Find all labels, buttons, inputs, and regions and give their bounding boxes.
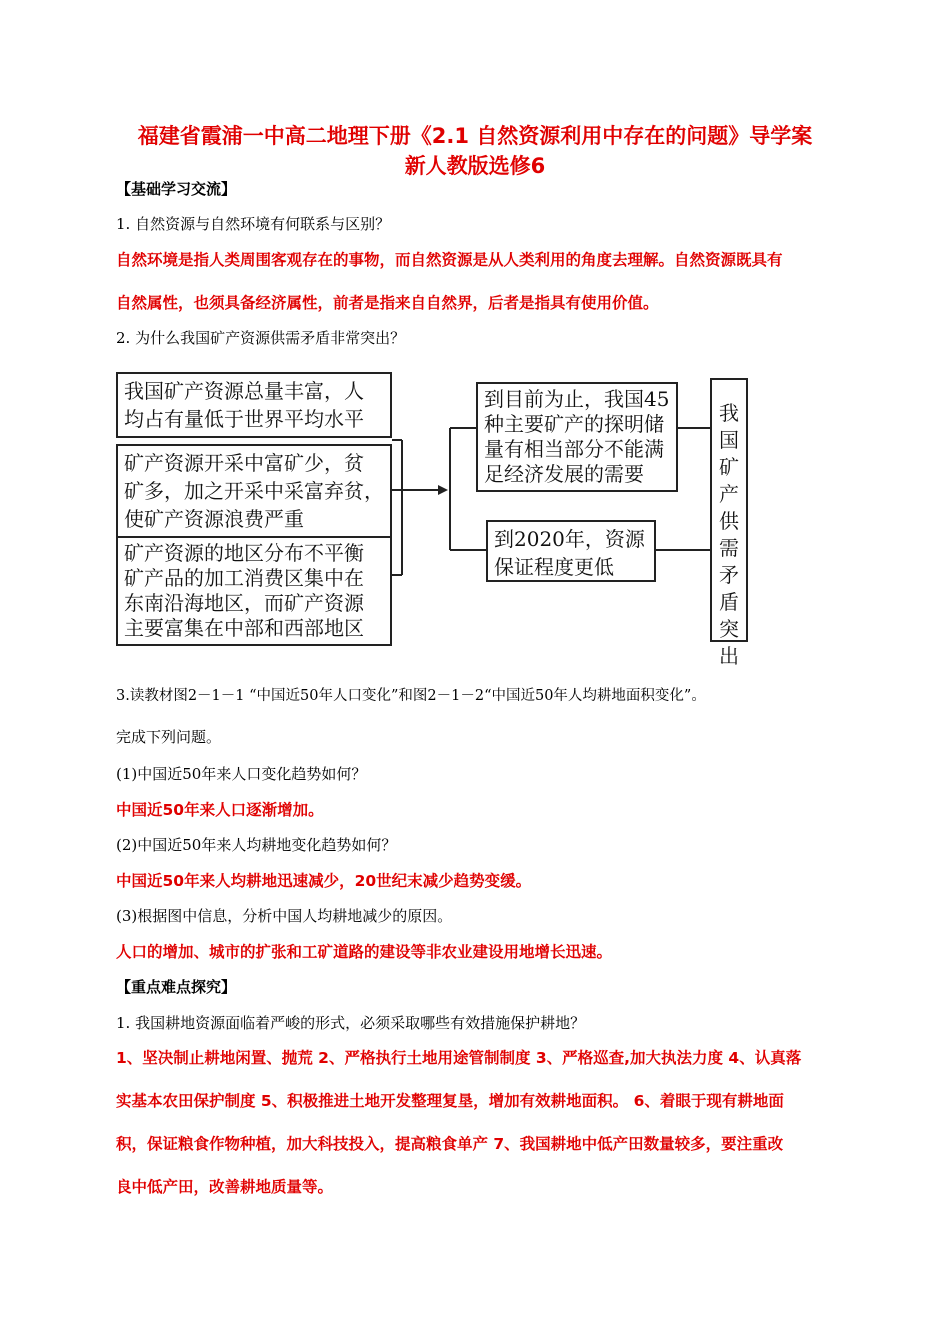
box3-line1: 矿产资源的地区分布不平衡: [124, 541, 364, 565]
box2-line2: 矿多，加之开采中采富弃贫，: [124, 479, 384, 503]
box-current-shortage: [476, 382, 678, 492]
question-3-intro-line2: 完成下列问题。: [116, 728, 222, 746]
box-2020-outlook: [486, 520, 656, 582]
box5-line1: 到2020年，资源: [494, 527, 645, 551]
document-title-line1: 福建省霞浦一中高二地理下册《2.1 自然资源利用中存在的问题》导学案: [137, 124, 813, 148]
key-question-1: 1. 我国耕地资源面临着严峻的形式，必须采取哪些有效措施保护耕地？: [116, 1014, 586, 1032]
box3-line4: 主要富集在中部和西部地区: [124, 616, 364, 640]
box4-line3: 量有相当部分不能满: [484, 437, 664, 461]
box4-line4: 足经济发展的需要: [484, 462, 644, 486]
key-answer-line1: 1、坚决制止耕地闲置、抛荒 2、严格执行土地用途管制制度 3、严格巡查,加大执法力度 4、认真落: [116, 1049, 802, 1067]
section-basic-heading: 【基础学习交流】: [116, 180, 237, 198]
key-answer-line3: 积，保证粮食作物种植，加大科技投入，提高粮食单产 7、我国耕地中低产田数量较多，要注重改: [116, 1135, 784, 1153]
box-uneven-distribution: [116, 536, 392, 646]
conclusion-char: 矛: [719, 563, 739, 587]
box5-line2: 保证程度更低: [494, 555, 614, 579]
conclusion-char: 供: [719, 509, 739, 533]
arrow-head: [438, 485, 448, 495]
question-3-sub3: (3)根据图中信息，分析中国人均耕地减少的原因。: [116, 907, 453, 925]
question-3-sub1: (1)中国近50年来人口变化趋势如何？: [116, 765, 367, 783]
conclusion-char: 出: [719, 644, 739, 668]
box4-line1: 到目前为止，我国45: [484, 387, 670, 411]
box3-line2: 矿产品的加工消费区集中在: [124, 566, 364, 590]
conclusion-char: 盾: [719, 590, 739, 614]
conclusion-char: 国: [719, 428, 739, 452]
box-total-reserves: [116, 372, 392, 438]
answer-3-sub2: 中国近50年来人均耕地迅速减少，20世纪末减少趋势变缓。: [116, 872, 532, 890]
conclusion-char: 突: [719, 617, 739, 641]
question-3-sub2: (2)中国近50年来人均耕地变化趋势如何？: [116, 836, 397, 854]
answer-1-line2: 自然属性，也须具备经济属性，前者是指来自自然界，后者是指具有使用价值。: [116, 294, 659, 312]
box1-line1: 我国矿产资源总量丰富，人: [124, 379, 364, 403]
box2-line3: 使矿产资源浪费严重: [124, 507, 304, 531]
question-1: 1. 自然资源与自然环境有何联系与区别？: [116, 215, 391, 233]
conclusion-char: 需: [719, 536, 739, 560]
box-conclusion: [710, 378, 748, 668]
conclusion-char: 我: [719, 401, 739, 425]
answer-3-sub3: 人口的增加、城市的扩张和工矿道路的建设等非农业建设用地增长迅速。: [116, 943, 613, 961]
document-title-line2: 新人教版选修6: [404, 154, 546, 178]
conclusion-char: 产: [719, 482, 739, 506]
mineral-supply-demand-diagram: [112, 370, 752, 668]
answer-1-line1: 自然环境是指人类周围客观存在的事物，而自然资源是从人类利用的角度去理解。自然资源既具有: [116, 251, 783, 269]
question-3-intro: 3.读教材图2－1－1 “中国近50年人口变化”和图2－1－2“中国近50年人均耕地面积变化”。: [116, 688, 706, 704]
conclusion-char: 矿: [719, 455, 739, 479]
answer-3-sub1: 中国近50年来人口逐渐增加。: [116, 801, 324, 819]
question-2: 2. 为什么我国矿产资源供需矛盾非常突出？: [116, 329, 406, 347]
section-key-heading: 【重点难点探究】: [116, 978, 237, 996]
box1-line2: 均占有量低于世界平均水平: [124, 407, 364, 431]
box-mining-waste: [116, 444, 392, 538]
key-answer-line4: 良中低产田，改善耕地质量等。: [116, 1178, 334, 1196]
key-answer-line2: 实基本农田保护制度 5、积极推进土地开发整理复垦，增加有效耕地面积。 6、着眼于现有耕地面: [116, 1092, 784, 1110]
box4-line2: 种主要矿产的探明储: [484, 412, 664, 436]
box3-line3: 东南沿海地区，而矿产资源: [124, 591, 364, 615]
box2-line1: 矿产资源开采中富矿少，贫: [124, 451, 364, 475]
